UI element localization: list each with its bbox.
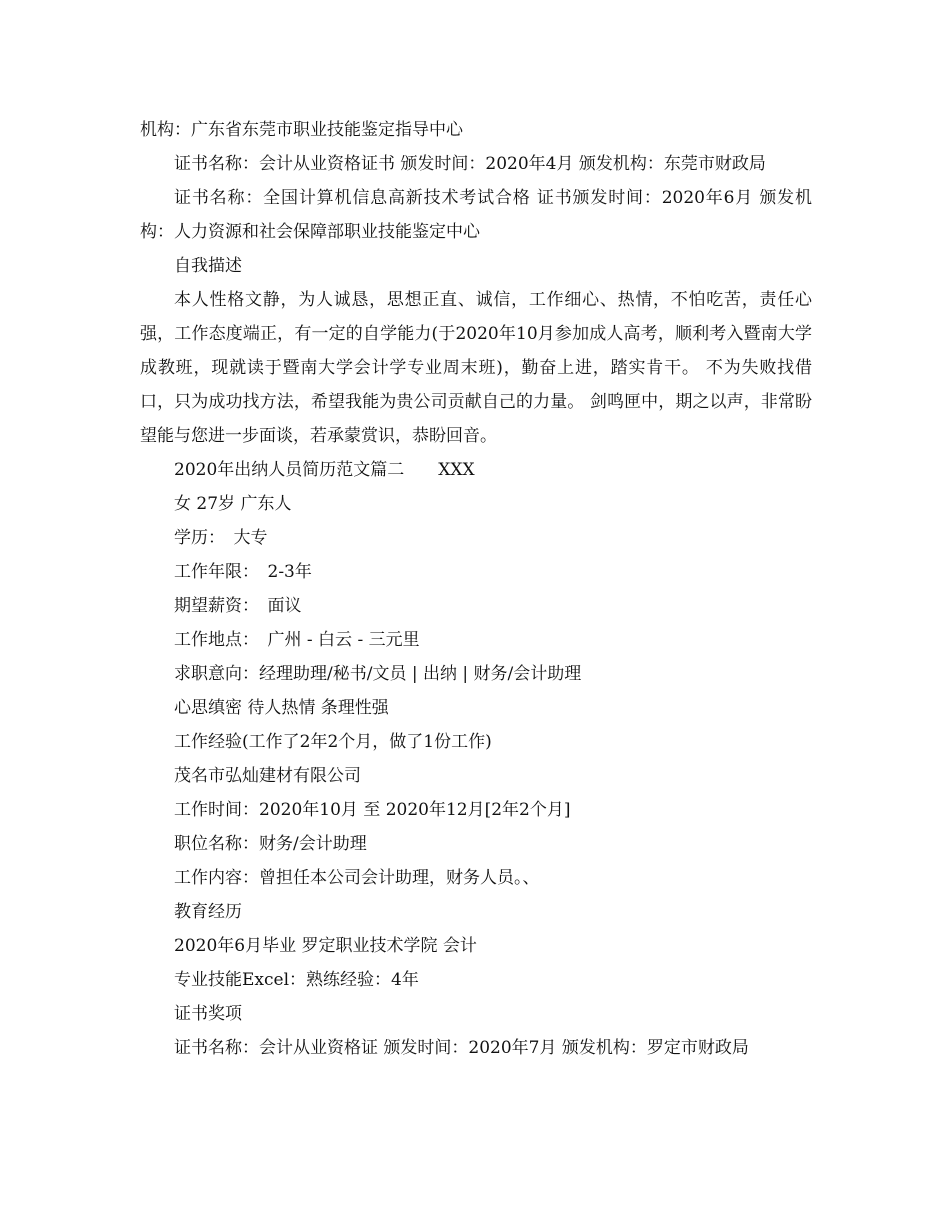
section-heading-work-experience: 工作经验(工作了2年2个月，做了1份工作) [174,732,492,752]
resume-title: 2020年出纳人员简历范文篇二 XXX [174,460,475,480]
personal-traits: 心思缜密 待人热情 条理性强 [174,698,389,718]
section-heading-self-description: 自我描述 [174,256,242,276]
work-period: 工作时间：2020年10月 至 2020年12月[2年2个月] [174,800,571,820]
education-level: 学历： 大专 [174,528,268,548]
certificate-entry: 证书名称：会计从业资格证 颁发时间：2020年7月 颁发机构：罗定市财政局 [174,1038,749,1058]
paragraph-certificate-computer: 证书名称：全国计算机信息高新技术考试合格 证书颁发时间：2020年6月 颁发机构：人力资源和社会保障部职业技能鉴定中心 [140,188,812,242]
job-description: 工作内容：曾担任本公司会计助理，财务人员。、 [174,868,540,888]
company-name: 茂名市弘灿建材有限公司 [174,766,361,786]
job-intention: 求职意向：经理助理/秘书/文员 | 出纳 | 财务/会计助理 [174,664,582,684]
professional-skills: 专业技能Excel：熟练经验：4年 [174,970,419,990]
work-location: 工作地点： 广州 - 白云 - 三元里 [174,630,420,650]
education-entry: 2020年6月毕业 罗定职业技术学院 会计 [174,936,477,956]
section-heading-certificates: 证书奖项 [174,1004,242,1024]
paragraph-issuing-agency-continued: 机构：广东省东莞市职业技能鉴定指导中心 [140,120,463,140]
job-title: 职位名称：财务/会计助理 [174,834,367,854]
section-heading-education: 教育经历 [174,902,242,922]
document-body [140,113,812,1065]
work-years: 工作年限： 2-3年 [174,562,312,582]
personal-info: 女 27岁 广东人 [174,494,292,514]
expected-salary: 期望薪资： 面议 [174,596,302,616]
paragraph-certificate-accounting: 证书名称：会计从业资格证书 颁发时间：2020年4月 颁发机构：东莞市财政局 [174,154,766,174]
paragraph-self-description: 本人性格文静，为人诚恳，思想正直、诚信，工作细心、热情，不怕吃苦，责任心强，工作态度端正，有一定的自学能力(于2020年10月参加成人高考，顺利考入暨南大学成教班，现就读于暨南大学会计学专业周末班)，勤奋上进，踏实肯干。 不为失败找借口，只为成功找方法，希望我能为贵公司贡献自己的力量。 剑鸣匣中，期之以声，非常盼望能与您进一步面谈，若承蒙赏识，恭盼回音。 [140,290,812,446]
